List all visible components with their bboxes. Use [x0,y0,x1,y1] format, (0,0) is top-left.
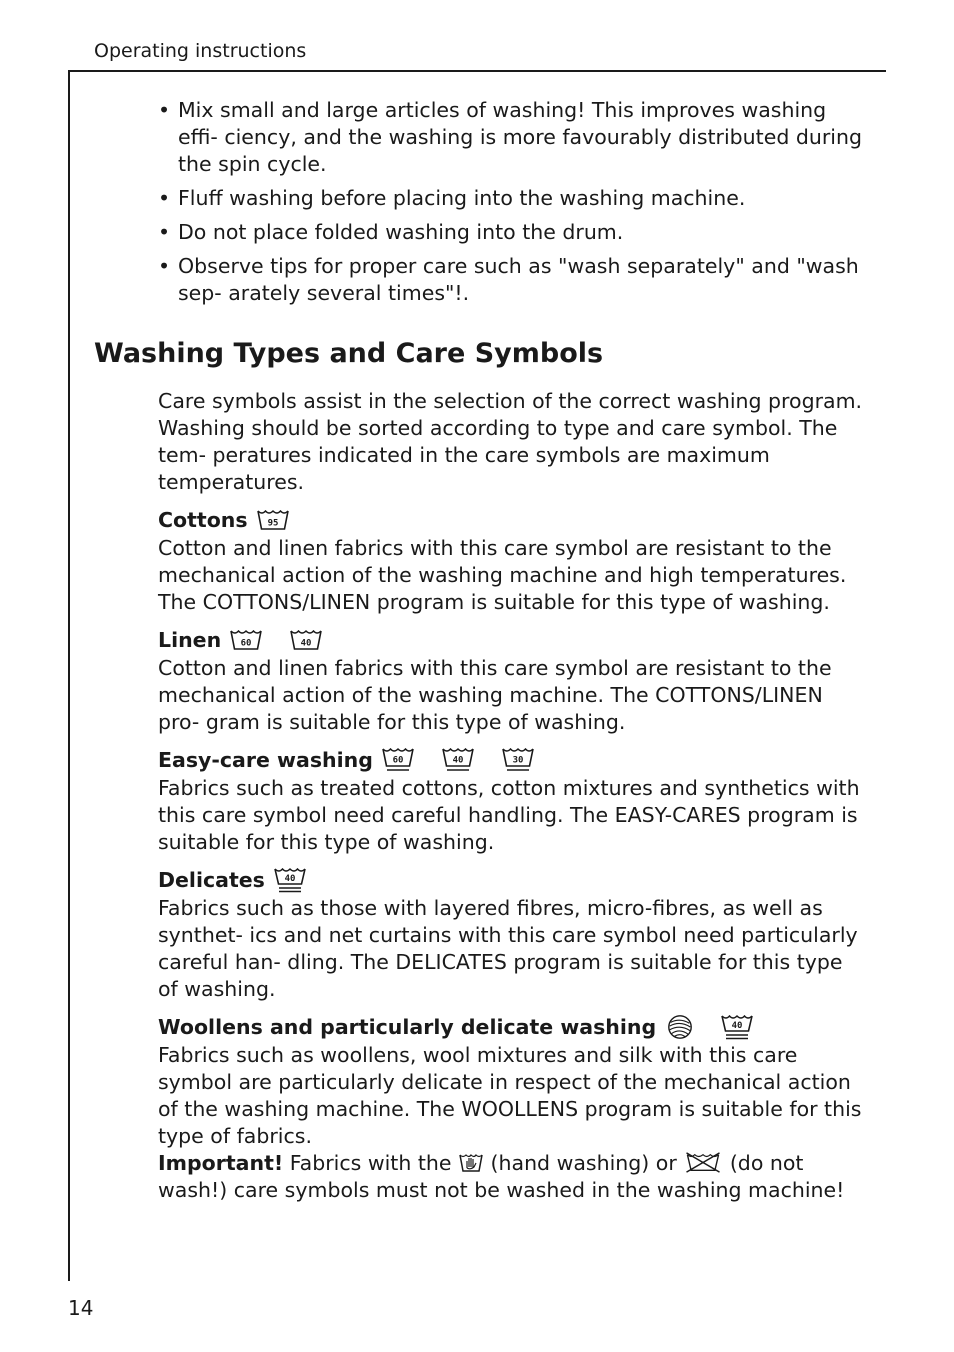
easy-care-text: Fabrics such as treated cottons, cotton mixtures and synthetics with this care symbol need careful handling. The EASY-CARES program is suitable for this type of washing. [158,776,860,854]
delicates-block [158,865,864,1003]
wash-tub-icon [229,628,263,652]
list-item-text: Fluff washing before placing into the washing machine. [178,186,746,210]
linen-title: Linen [158,628,222,652]
cottons-heading [158,505,864,535]
list-item-text: Observe tips for proper care such as "wash separately" and "wash sep- arately several times"!. [178,254,859,305]
easy-care-heading [158,745,864,775]
bullet-glyph: • [158,98,171,122]
tips-list [158,97,864,314]
woollens-block [158,1012,864,1150]
woollens-heading [158,1012,864,1042]
list-item-text: Do not place folded washing into the drum. [178,220,624,244]
list-item-text: Mix small and large articles of washing! This improves washing effi- ciency, and the washing is more favourably distributed during the spin cycle. [178,98,862,176]
wash-tub-icon [720,1013,754,1041]
wool-ball-icon [666,1013,694,1041]
wash-tub-icon [273,866,307,894]
wash-temp-label: 40 [731,1021,743,1031]
easy-care-block [158,745,864,856]
important-text-1: Fabrics with the [283,1151,458,1175]
linen-heading [158,625,864,655]
important-text-3: (do not wash!) care symbols must not be washed in the washing machine! [158,1151,845,1202]
wash-temp-label: 60 [240,638,252,649]
hand-wash-icon [458,1151,484,1173]
list-item [158,185,864,212]
page-number: 14 [68,1296,94,1320]
cottons-text: Cotton and linen fabrics with this care symbol are resistant to the mechanical action of the washing machine and high temperatures. The COTTONS/LINEN program is suitable for this type of washing. [158,536,847,614]
section-title: Washing Types and Care Symbols [94,338,604,369]
wash-tub-icon [501,746,535,774]
delicates-heading [158,865,864,895]
wash-temp-label: 30 [512,755,524,766]
important-label: Important! [158,1151,284,1175]
wash-tub-icon [256,508,290,532]
linen-block [158,625,864,736]
important-note [158,1150,864,1204]
margin-rule [68,70,70,1281]
wash-temp-label: 60 [392,755,404,766]
cottons-block [158,505,864,616]
wash-temp-label: 95 [267,518,279,529]
list-item [158,219,864,246]
important-text-2: (hand washing) or [484,1151,684,1175]
easy-care-title: Easy-care washing [158,748,373,772]
bullet-glyph: • [158,220,171,244]
bullet-glyph: • [158,254,171,278]
section-intro: Care symbols assist in the selection of the correct washing program. Washing should be sorted according to type and care symbol. The tem- peratures indicated in the care symbols are maximum temperatures. [158,389,863,494]
list-item [158,253,864,307]
woollens-text: Fabrics such as woollens, wool mixtures and silk with this care symbol are particularly delicate in respect of the mechanical action of the washing machine. The WOOLLENS program is suitable for this type of fabrics. [158,1043,862,1148]
header-rule [68,70,886,72]
care-symbols-content [158,388,864,1204]
do-not-wash-icon [683,1151,723,1173]
woollens-title: Woollens and particularly delicate washing [158,1015,657,1039]
wash-temp-label: 40 [300,638,312,649]
wash-tub-icon [381,746,415,774]
wash-tub-icon [289,628,323,652]
list-item [158,97,864,178]
bullet-glyph: • [158,186,171,210]
cottons-title: Cottons [158,508,248,532]
wash-tub-icon [441,746,475,774]
wash-temp-label: 40 [452,755,464,766]
delicates-title: Delicates [158,868,265,892]
running-header: Operating instructions [94,40,307,62]
linen-text: Cotton and linen fabrics with this care symbol are resistant to the mechanical action of the washing machine. The COTTONS/LINEN pro- gram is suitable for this type of washing. [158,656,832,734]
wash-temp-label: 40 [284,874,296,884]
delicates-text: Fabrics such as those with layered fibres, micro-fibres, as well as synthet- ics and net curtains with this care symbol need particularly careful han- dling. The DELICATES program is suitable for this type of washing. [158,896,858,1001]
